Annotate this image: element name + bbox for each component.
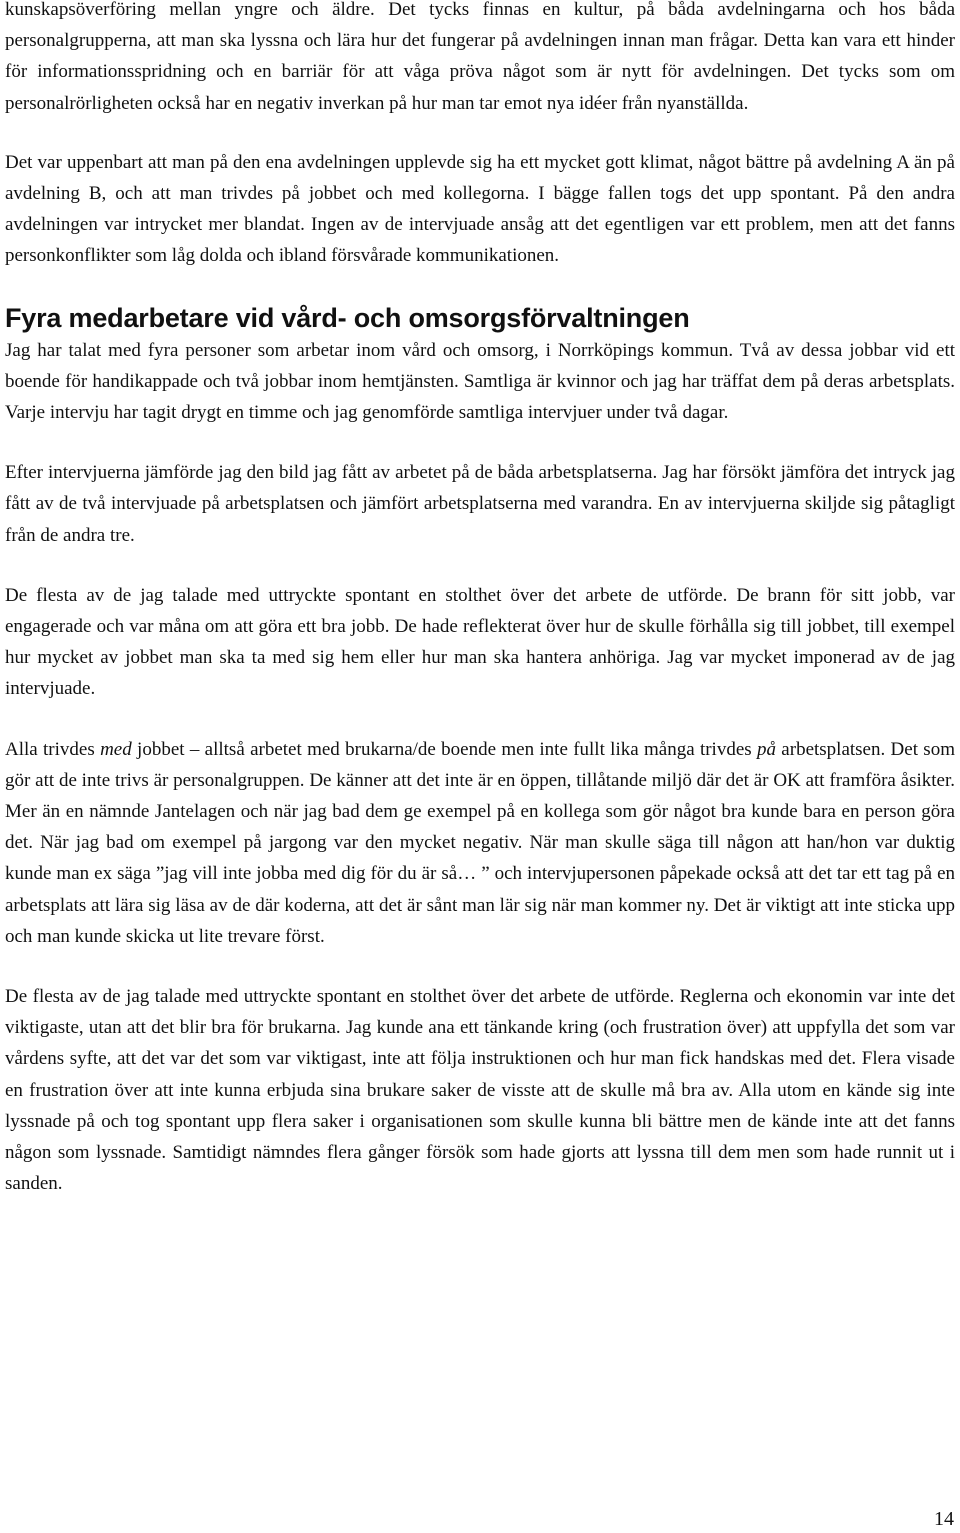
paragraph-frustration: De flesta av de jag talade med uttryckte spontant en stolthet över det arbete de utförde. Reglerna och ekonomin var inte det viktigaste, utan att det blir bra för brukarna. Jag kunde ana ett tänkande kring (och frustration över) att uppfylla det som var vårdens syfte, att det var det som var viktigast, inte att följa instruktionen och hur man fick handskas med det. Flera visade en frustration över att inte kunna erbjuda sina brukare saker de visste att de skulle må bra av. Alla utom en kände sig inte lyssnade på och tog spontant upp flera saker i organisationen som skulle kunna bli bättre men de kände inte att det fanns någon som lyssnade. Samtidigt nämndes flera gånger försök som hade gjorts att lyssna till dem men som hade runnit ut i sanden. [5, 986, 955, 1195]
paragraph-pride: De flesta av de jag talade med uttryckte spontant en stolthet över det arbete de utförde. De brann för sitt jobb, var engagerade och var måna om att göra ett bra jobb. De hade reflekterat över hur de skulle förhålla sig till jobbet, till exempel hur mycket av jobbet man ska ta med sig hem eller hur man ska hantera anhöriga. Jag var mycket imponerad av de jag intervjuade. [5, 584, 955, 700]
paragraph-wellbeing-text-1: Alla trivdes [5, 738, 101, 760]
section-heading: Fyra medarbetare vid vård- och omsorgsförvaltningen [5, 302, 690, 333]
page-number: 14 [934, 1508, 954, 1530]
paragraph-wellbeing-italic-med: med [100, 738, 132, 760]
paragraph-comparison: Efter intervjuerna jämförde jag den bild jag fått av arbetet på de båda arbetsplatserna. Jag har försökt jämföra det intryck jag fått av de två intervjuade på arbetsplatsen och jämfört arbetsplatserna med varandra. En av intervjuerna skiljde sig påtagligt från de andra tre. [5, 462, 955, 546]
paragraph-wellbeing [5, 734, 955, 952]
paragraph-knowledge-transfer: kunskapsöverföring mellan yngre och äldre. Det tycks finnas en kultur, på båda avdelningarna och hos båda personalgrupperna, att man ska lyssna och lära hur det fungerar på avdelningen innan man frågar. Detta kan vara ett hinder för informationsspridning och en barriär för att våga pröva något som är nytt för avdelningen. Det tycks som om personalrörligheten också har en negativ inverkan på hur man tar emot nya idéer från nyanställda. [5, 0, 955, 114]
paragraph-wellbeing-text-2: jobbet – alltså arbetet med brukarna/de boende men inte fullt lika många trivdes [131, 738, 757, 760]
paragraph-wellbeing-text-3: arbetsplatsen. Det som gör att de inte trivs är personalgruppen. De känner att det inte är en öppen, tillåtande miljö där det är OK att framföra åsikter. Mer än en nämnde Jantelagen och när jag bad dem ge exempel på en kollega som gör något bra kunde bara en person göra det. När jag bad om exempel på jargong var den mycket negativ. När man skulle säga till någon att han/hon var duktig kunde man ex säga ”jag vill inte jobba med dig för du är så… ” och intervjupersonen påpekade också att det tar ett tag på en arbetsplats att lära sig läsa av de där koderna, att det är sånt man lär sig när man kommer ny. Det är viktigt att inte sticka upp och man kunde skicka ut lite trevare först. [5, 738, 955, 947]
paragraph-climate: Det var uppenbart att man på den ena avdelningen upplevde sig ha ett mycket gott klimat, något bättre på avdelning A än på avdelning B, och att man trivdes på jobbet och med kollegorna. I bägge fallen togs det upp spontant. På den andra avdelningen var intrycket mer blandat. Ingen av de intervjuade ansåg att det egentligen var ett problem, men att det fanns personkonflikter som låg dolda och ibland försvårade kommunikationen. [5, 151, 955, 267]
document-page [5, 0, 955, 1229]
paragraph-interviews-intro: Jag har talat med fyra personer som arbetar inom vård och omsorg, i Norrköpings kommun. Två av dessa jobbar vid ett boende för handikappade och två jobbar inom hemtjänsten. Samtliga är kvinnor och jag har träffat dem på deras arbetsplats. Varje intervju har tagit drygt en timme och jag genomförde samtliga intervjuer under två dagar. [5, 339, 955, 424]
paragraph-wellbeing-italic-pa: på [756, 738, 776, 760]
